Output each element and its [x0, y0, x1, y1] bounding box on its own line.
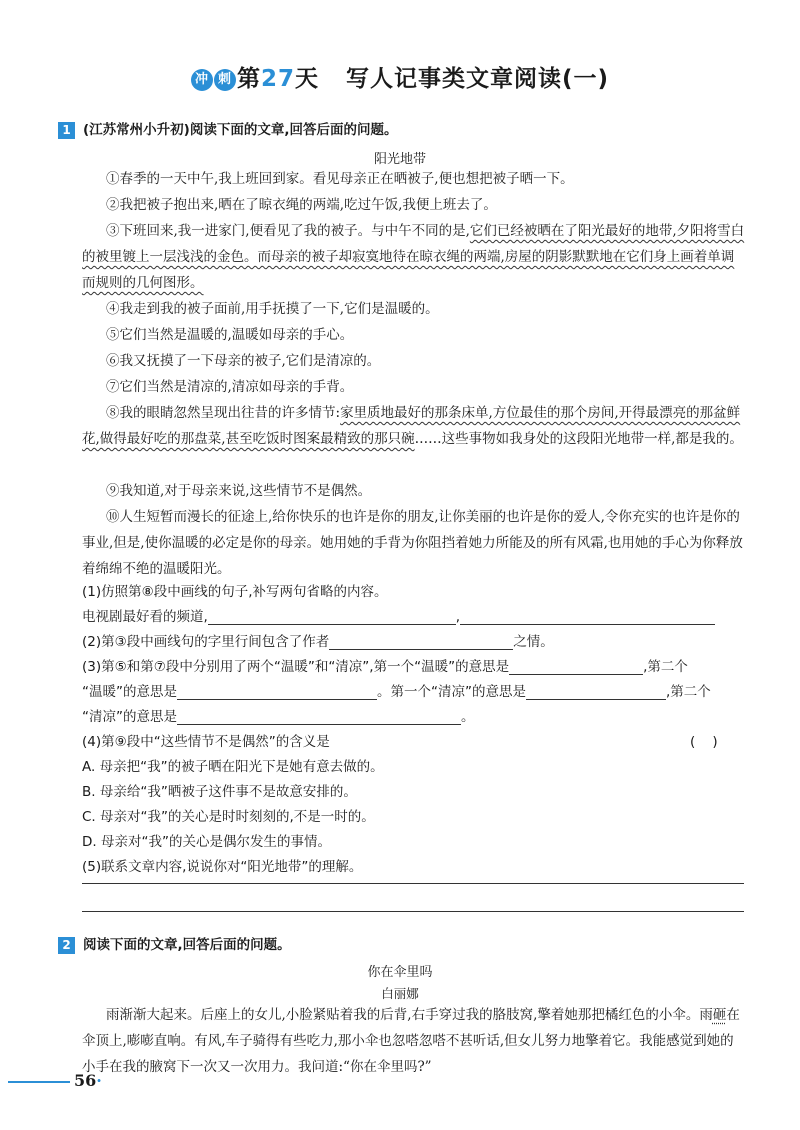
a1-p2: ②我把被子抱出来,晒在了晾衣绳的两端,吃过午饭,我便上班去了。	[106, 197, 497, 213]
q1-header	[58, 118, 397, 139]
q1-sub3-text-f: “清凉”的意思是	[82, 709, 177, 725]
option-c: C. 母亲对“我”的关心是时时刻刻的,不是一时的。	[82, 809, 375, 825]
answer-line-5b[interactable]	[82, 911, 744, 912]
article2-title: 你在伞里吗	[367, 965, 433, 980]
a1-p3-plain: ③下班回来,我一进家门,便看见了我的被子。与中午不同的是,	[106, 223, 470, 239]
a2-p1	[82, 1002, 746, 1080]
q1-sub3-line3	[82, 705, 746, 730]
q1-sub1: (1)仿照第⑧段中画线的句子,补写两句省略的内容。	[82, 584, 388, 600]
q1-sub2	[82, 630, 746, 655]
a1-p3	[82, 218, 746, 296]
a1-p8-end: ……这些事物如我身处的这段阳光地带一样,都是我的。	[414, 431, 743, 447]
q1-sub3	[82, 655, 746, 680]
q1-sub3-text-g: 。	[461, 709, 475, 725]
answer-blank-2[interactable]	[329, 633, 513, 650]
a1-p8	[82, 400, 746, 452]
q1-sub3-text-e: ,第二个	[666, 684, 711, 700]
q1-sub3-text-c: “温暖”的意思是	[82, 684, 177, 700]
a1-p1: ①春季的一天中午,我上班回到家。看见母亲正在晒被子,便也想把被子晒一下。	[106, 171, 574, 187]
q1-sub5: (5)联系文章内容,说说你对“阳光地带”的理解。	[82, 859, 363, 875]
a1-p6: ⑥我又抚摸了一下母亲的被子,它们是清凉的。	[106, 353, 381, 369]
option-d: D. 母亲对“我”的关心是偶尔发生的事情。	[82, 834, 331, 850]
chapter-title: 写人记事类文章阅读(一)	[346, 66, 610, 92]
article1-title: 阳光地带	[373, 152, 426, 167]
day-prefix: 第	[236, 66, 261, 92]
page-number	[74, 1071, 102, 1090]
badge-ci: 刺	[214, 69, 236, 91]
page-dot: ·	[96, 1071, 102, 1090]
q1-sub4: (4)第⑨段中“这些情节不是偶然”的含义是	[82, 734, 330, 750]
q1-sub3-text-a: (3)第⑤和第⑦段中分别用了两个“温暖”和“清凉”,第一个“温暖”的意思是	[82, 659, 510, 675]
page-number-value: 56	[74, 1071, 97, 1090]
q1-sub1-line	[82, 605, 746, 630]
q1-heading: (江苏常州小升初)阅读下面的文章,回答后面的问题。	[83, 122, 398, 138]
a1-p4: ④我走到我的被子面前,用手抚摸了一下,它们是温暖的。	[106, 301, 439, 317]
q1-number: 1	[58, 122, 75, 139]
q1-sub3-line2	[82, 680, 746, 705]
q1-sub2-text-a: (2)第③段中画线句的字里行间包含了作者	[82, 634, 330, 650]
footer-rule	[8, 1081, 70, 1083]
q2-header	[58, 933, 291, 954]
a1-p10: ⑩人生短暂而漫长的征途上,给你快乐的也许是你的朋友,让你美丽的也许是你的爱人,令你充实的也许是你的事业,但是,使你温暖的必定是你的母亲。她用她的手背为你阻挡着她力所能及的所有风霜,也用她的手心为你释放着绵绵不绝的温暖阳光。	[82, 509, 743, 577]
a2-p1-dotted: 砸	[712, 1007, 727, 1023]
q1-sub1-prompt: 电视剧最好看的频道,	[82, 609, 208, 625]
answer-blank-1a[interactable]	[208, 608, 456, 625]
q1-sub3-text-d: 。第一个“清凉”的意思是	[377, 684, 526, 700]
q1-sub1-comma: ,	[455, 609, 461, 625]
page-title	[0, 60, 800, 93]
article2-author: 白丽娜	[381, 986, 419, 1001]
answer-blank-1b[interactable]	[460, 608, 715, 625]
answer-blank-3d[interactable]	[177, 708, 461, 725]
answer-line-5a[interactable]	[82, 883, 744, 884]
badge-chong: 冲	[191, 69, 213, 91]
answer-paren-4[interactable]: ( )	[690, 734, 718, 750]
day-number: 27	[260, 66, 295, 92]
option-a: A. 母亲把“我”的被子晒在阳光下是她有意去做的。	[82, 759, 384, 775]
q2-number: 2	[58, 937, 75, 954]
a2-p1-text-a: 雨渐渐大起来。后座上的女儿,小脸紧贴着我的后背,右手穿过我的胳肢窝,擎着她那把橘红色的小伞。雨	[106, 1007, 713, 1023]
a1-p3-underlined: 它们已经被晒在了阳光最好的地带,夕阳将雪白的被里镀上一层浅浅的金色。而母亲的被子却寂寞地待在晾衣绳的两端,房屋的阴影默默地在它们身上画着单调而规则的几何图形。	[82, 223, 745, 291]
a1-p8-underlined: 家里质地最好的那条床单,方位最佳的那个房间,开得最漂亮的那盆鲜花,做得最好吃的那盘菜,甚至吃饭时图案最精致的那只碗	[82, 405, 741, 447]
q2-heading: 阅读下面的文章,回答后面的问题。	[83, 937, 291, 953]
answer-blank-3b[interactable]	[177, 683, 377, 700]
a1-p7: ⑦它们当然是清凉的,清凉如母亲的手背。	[106, 379, 354, 395]
q1-sub3-text-b: ,第二个	[643, 659, 688, 675]
a1-p8-intro: ⑧我的眼睛忽然呈现出往昔的许多情节:	[106, 405, 341, 421]
q1-sub2-text-b: 之情。	[513, 634, 554, 650]
a1-p9: ⑨我知道,对于母亲来说,这些情节不是偶然。	[106, 483, 372, 499]
option-b: B. 母亲给“我”晒被子这件事不是故意安排的。	[82, 784, 357, 800]
answer-blank-3a[interactable]	[509, 658, 643, 675]
day-suffix: 天	[294, 66, 319, 92]
answer-blank-3c[interactable]	[526, 683, 666, 700]
a1-p5: ⑤它们当然是温暖的,温暖如母亲的手心。	[106, 327, 354, 343]
a2-p1-text-b: 在伞顶上,嘭嘭直响。有风,车子骑得有些吃力,那小伞也忽嗒忽嗒不甚听话,但女儿努力地擎着它。我能感觉到她的小手在我的腋窝下一次又一次用力。我问道:“你在伞里吗?”	[82, 1007, 740, 1075]
